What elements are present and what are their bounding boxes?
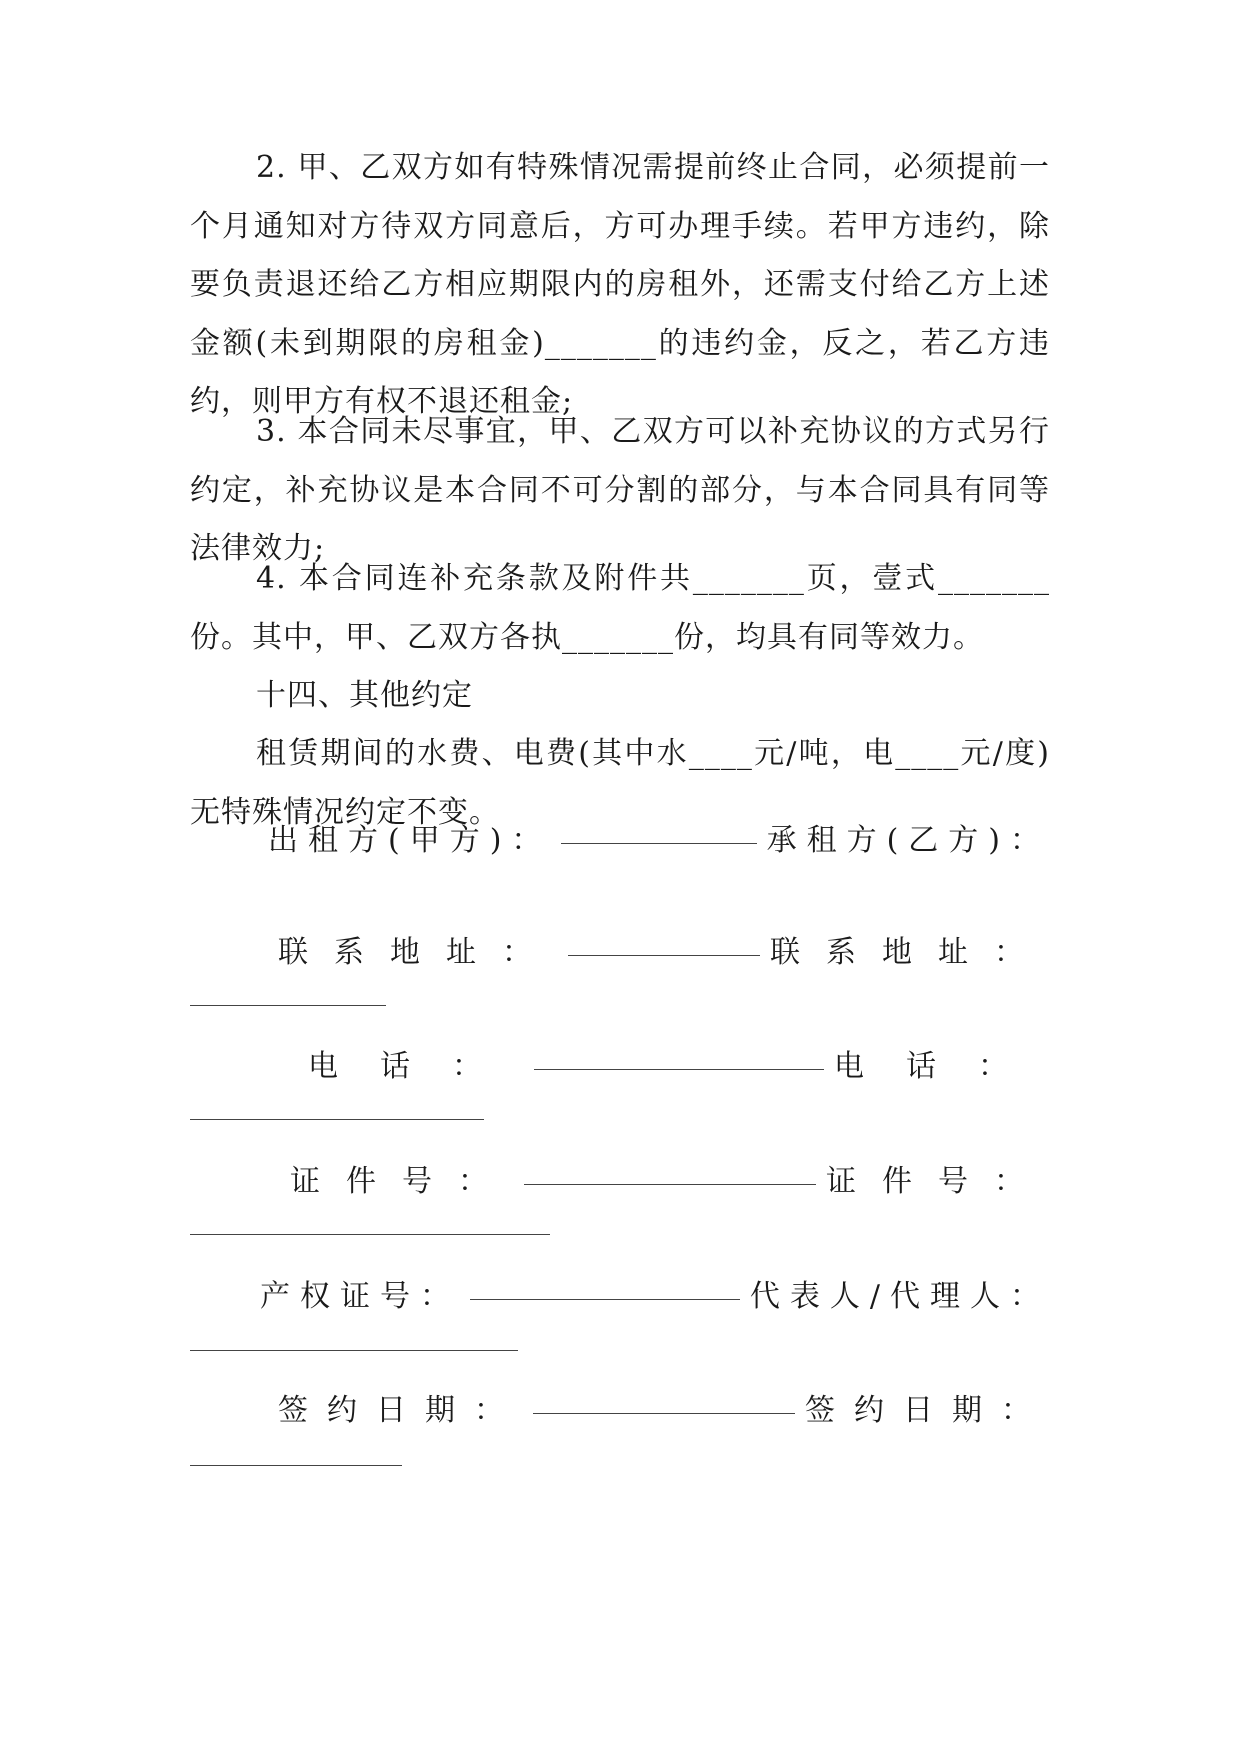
sign-date-label-b: 签约日期： bbox=[805, 1393, 1050, 1428]
sign-date-blank-a[interactable] bbox=[533, 1377, 795, 1414]
sign-date-label-a: 签约日期： bbox=[278, 1393, 523, 1428]
lessor-signature-row bbox=[268, 812, 1050, 870]
id-blank-b[interactable] bbox=[190, 1350, 518, 1351]
representative-blank[interactable] bbox=[190, 1465, 402, 1466]
id-blank-a[interactable] bbox=[524, 1148, 816, 1185]
sign-date-signature-row bbox=[278, 1382, 1050, 1440]
address-signature-row bbox=[278, 924, 1050, 982]
lessee-blank[interactable] bbox=[190, 1005, 386, 1006]
phone-label-b: 电话： bbox=[834, 1049, 1050, 1084]
lessee-label: 承租方(乙方)： bbox=[766, 823, 1050, 858]
phone-signature-row bbox=[308, 1038, 1050, 1096]
id-label-b: 证件号： bbox=[826, 1164, 1050, 1199]
representative-label: 代表人/代理人： bbox=[749, 1279, 1050, 1314]
phone-blank-b[interactable] bbox=[190, 1234, 550, 1235]
property-signature-row bbox=[260, 1268, 1050, 1326]
phone-label-a: 电话： bbox=[308, 1049, 524, 1084]
phone-blank-a[interactable] bbox=[534, 1033, 824, 1070]
lessor-blank[interactable] bbox=[561, 807, 756, 844]
property-cert-label: 产权证号： bbox=[260, 1279, 460, 1314]
clause-3-paragraph: 3. 本合同未尽事宜，甲、乙双方可以补充协议的方式另行约定，补充协议是本合同不可分割的部分，与本合同具有同等法律效力; bbox=[190, 414, 1050, 566]
id-label-a: 证件号： bbox=[290, 1164, 514, 1199]
clause-4-paragraph: 4. 本合同连补充条款及附件共_______页，壹式_______份。其中，甲、乙双方各执_______份，均具有同等效力。 bbox=[190, 561, 1050, 655]
section-14-title: 十四、其他约定 bbox=[256, 678, 473, 713]
lessor-label: 出租方(甲方)： bbox=[268, 823, 552, 858]
address-label-a: 联系地址： bbox=[278, 935, 558, 970]
property-cert-blank[interactable] bbox=[470, 1263, 740, 1300]
clause-2-paragraph: 2. 甲、乙双方如有特殊情况需提前终止合同，必须提前一个月通知对方待双方同意后，方可办理手续。若甲方违约，除要负责退还给乙方相应期限内的房租外，还需支付给乙方上述金额(未到期限的房租金)_______的违约金，反之，若乙方违约，则甲方有权不退还租金; bbox=[190, 150, 1050, 419]
address-blank-a[interactable] bbox=[568, 919, 760, 956]
section-14-text: 租赁期间的水费、电费(其中水____元/吨，电____元/度)无特殊情况约定不变。 bbox=[190, 736, 1050, 830]
address-blank-b[interactable] bbox=[190, 1119, 484, 1120]
id-signature-row bbox=[290, 1153, 1050, 1211]
address-label-b: 联系地址： bbox=[770, 935, 1050, 970]
